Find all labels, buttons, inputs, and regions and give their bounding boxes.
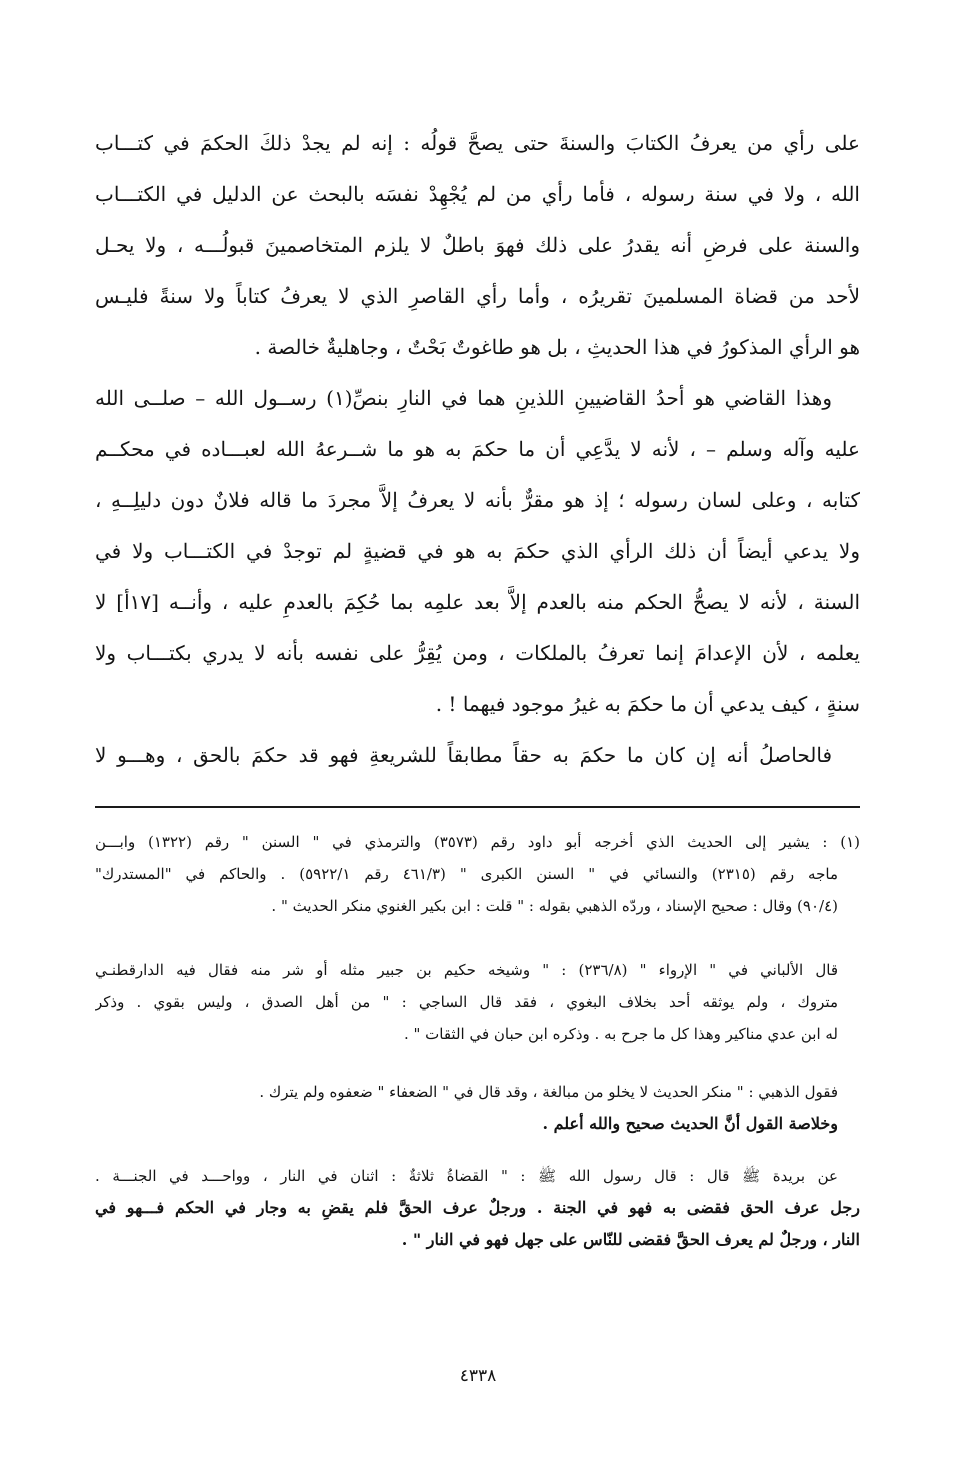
body-line: هو الرأي المذكورُ في هذا الحديثِ ، بل هو طاغوتٌ بَحْتٌ ، وجاهليةٌ خالصة . — [254, 335, 860, 359]
footnote-albani — [95, 954, 860, 1050]
footnote-line: (١) : يشير إلى الحديث الذي أخرجه أبو داود رقم (٣٥٧٣) والترمذي في " السنن " رقم (١٣٢٢) وابـــن — [95, 833, 860, 851]
main-text — [95, 118, 860, 781]
footnote-line: ماجه رقم (٢٣١٥) والنسائي في " السنن الكبرى " (٤٦١/٣ رقم ٥٩٢٢/١) . والحاكم في "المستدرك" — [95, 865, 838, 883]
footnote-line: متروك ، ولم يوثقه أحد بخلاف البغوي ، فقد قال الساجي : " من أهل الصدق ، وليس بقوي . وذكر — [95, 993, 838, 1011]
body-line: فالحاصلُ أنه إن كان ما حكمَ به حقاً مطابقاً للشريعةِ فهو قد حكمَ بالحق ، وهـــو لا — [95, 743, 832, 767]
body-line: سنةٍ ، كيف يدعي أن ما حكمَ به غيرُ موجود فيهما ! . — [435, 692, 860, 716]
footnote-line: له ابن عدي مناكير وهذا كل ما جرح به . وذكره ابن حبان في الثقات " . — [403, 1025, 838, 1043]
footnote-dhahabi — [95, 1076, 860, 1140]
footnote-1 — [95, 826, 860, 922]
footnote-line: فقول الذهبي : " منكر الحديث لا يخلو من مبالغة ، وقد قال في " الضعفاء " ضعفوه ولم يترك . — [259, 1083, 838, 1101]
body-line: والسنة على فرضِ أنه يقدرُ على ذلك فهوَ باطلٌ لا يلزم المتخاصمينَ قبولُـــه ، ولا يحـل — [95, 233, 860, 257]
body-line: وهذا القاضي هو أحدُ القاضيينِ اللذينِ هما في النارِ بنصِّ(١) رســول الله – صلــى الله — [95, 386, 832, 410]
page-number: ٤٣٣٨ — [459, 1366, 497, 1386]
footnote-buraydah — [95, 1160, 860, 1256]
footnote-line: قال الألباني في " الإرواء " (٢٣٦/٨) : " وشيخه حكيم بن جبير مثله أو شر منه فقال فيه الدارقطنـي — [95, 961, 838, 979]
footnote-line: (٩٠/٤) وقال : صحيح الإسناد ، وردّه الذهبي بقوله : " قلت : ابن بكير الغنوي منكر الحديث " . — [271, 897, 838, 915]
footnote-line: عن بريدة ﷺ قال : قال رسول الله ﷺ : " القضاةُ ثلاثةٌ : اثنان في النار ، وواحـــد في الجنـــة . — [95, 1167, 838, 1185]
body-line: السنة ، لأنه لا يصحُّ الحكم منه بالعدم إلاَّ بعد علمِه بما حُكِمَ بالعدمِ عليه ، وأنــه [١٧أ] لا — [95, 590, 860, 614]
footnote-line: رجل عرف الحق فقضى به فهو في الجنة . ورجلٌ عرف الحقَّ فلم يقضِ به وجار في الحكم فـــهو في — [95, 1198, 860, 1217]
footnote-line: النار ، ورجلٌ لم يعرف الحقَّ فقضى للنّاس على جهل فهو في النار " . — [401, 1230, 860, 1249]
footnote-separator — [95, 806, 860, 808]
body-line: يعلمه ، لأن الإعدامَ إنما تعرفُ بالملكات ، ومن يُقِرُّ على نفسه بأنه لا يدري بكتـــاب ولا — [95, 641, 860, 665]
body-line: على رأي من يعرفُ الكتابَ والسنةَ حتى يصحَّ قولُه : إنه لم يجدْ ذلكَ الحكمَ في كتـــاب — [95, 131, 860, 155]
body-line: ولا يدعي أيضاً أن ذلك الرأي الذي حكمَ به هو في قضيةٍ لم توجدْ في الكتـــاب ولا في — [95, 539, 860, 563]
body-line: الله ، ولا في سنة رسوله ، فأما رأي من لم يُجْهِدْ نفسَه بالبحث عن الدليل في الكتـــاب — [95, 182, 860, 206]
body-line: عليه وآله وسلم – ، لأنه لا يدَّعِي أن ما حكمَ به هو ما شــرعهُ الله لعبـــاده في محكــم — [95, 437, 860, 461]
body-line: لأحد من قضاة المسلمينَ تقريرُه ، وأما رأي القاصرِ الذي لا يعرفُ كتاباً ولا سنةً فليـس — [95, 284, 860, 308]
footnote-conclusion: وخلاصة القول أنَّ الحديث صحيح والله أعلم . — [542, 1114, 838, 1133]
body-line: كتابه ، وعلى لسان رسوله ؛ إذ هو مقرٌّ بأنه لا يعرفُ إلاَّ مجردَ ما قاله فلانٌ دون دليلِــهِ ، — [95, 488, 860, 512]
